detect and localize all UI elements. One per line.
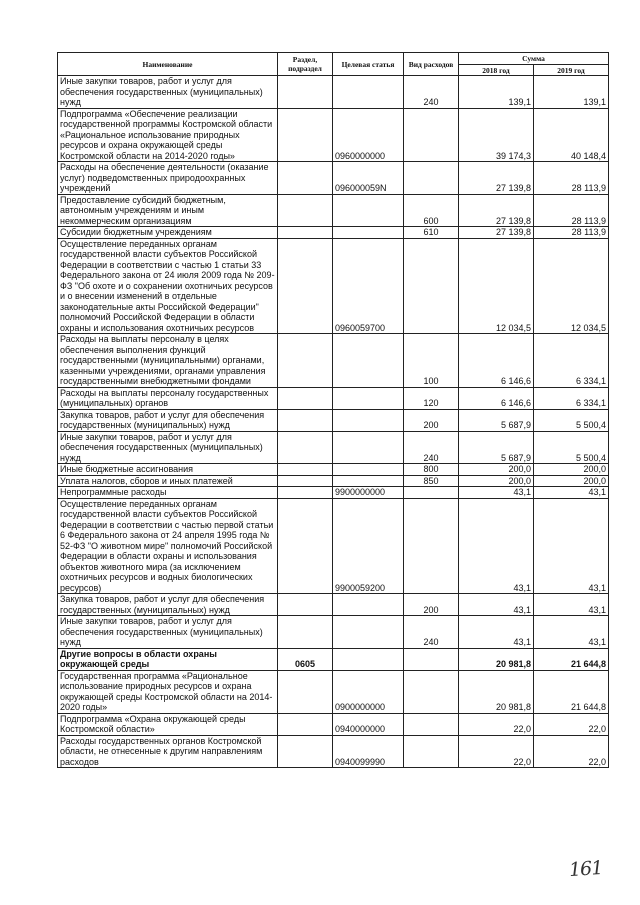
row-section xyxy=(278,713,333,735)
row-section xyxy=(278,334,333,388)
row-target xyxy=(333,194,404,227)
row-sum-2018: 6 146,6 xyxy=(459,334,534,388)
row-section xyxy=(278,387,333,409)
row-name: Иные закупки товаров, работ и услуг для обеспечения государственных (муниципальных) нужд xyxy=(58,616,278,649)
table-row xyxy=(58,334,609,388)
table-body xyxy=(58,76,609,768)
row-name: Другие вопросы в области охраны окружающей среды xyxy=(58,648,278,670)
table-row xyxy=(58,670,609,713)
row-sum-2018: 139,1 xyxy=(459,76,534,109)
row-name: Предоставление субсидий бюджетным, автономным учреждениям и иным некоммерческим организациям xyxy=(58,194,278,227)
row-sum-2019: 22,0 xyxy=(534,735,609,768)
row-target xyxy=(333,464,404,476)
row-target xyxy=(333,431,404,464)
row-target: 0960000000 xyxy=(333,108,404,162)
row-sum-2019: 28 113,9 xyxy=(534,194,609,227)
row-sum-2019: 22,0 xyxy=(534,713,609,735)
row-type: 120 xyxy=(404,387,459,409)
row-sum-2019: 6 334,1 xyxy=(534,334,609,388)
row-name: Субсидии бюджетным учреждениям xyxy=(58,227,278,239)
row-target: 0940099990 xyxy=(333,735,404,768)
table-row xyxy=(58,409,609,431)
row-target xyxy=(333,648,404,670)
row-type xyxy=(404,162,459,195)
row-type: 100 xyxy=(404,334,459,388)
row-sum-2018: 200,0 xyxy=(459,464,534,476)
table-row xyxy=(58,616,609,649)
row-target xyxy=(333,616,404,649)
row-section xyxy=(278,735,333,768)
row-type: 240 xyxy=(404,76,459,109)
table-row xyxy=(58,498,609,594)
row-section xyxy=(278,594,333,616)
table-row xyxy=(58,162,609,195)
row-type: 200 xyxy=(404,409,459,431)
row-type xyxy=(404,487,459,499)
row-section xyxy=(278,475,333,487)
table-header xyxy=(58,53,609,76)
row-target: 0960059700 xyxy=(333,238,404,334)
row-sum-2019: 200,0 xyxy=(534,464,609,476)
row-sum-2018: 27 139,8 xyxy=(459,194,534,227)
table-row xyxy=(58,76,609,109)
row-sum-2019: 43,1 xyxy=(534,498,609,594)
page-number: 161 xyxy=(568,856,603,882)
row-section xyxy=(278,409,333,431)
row-sum-2018: 5 687,9 xyxy=(459,409,534,431)
row-sum-2018: 22,0 xyxy=(459,713,534,735)
row-sum-2018: 12 034,5 xyxy=(459,238,534,334)
row-section xyxy=(278,194,333,227)
row-section: 0605 xyxy=(278,648,333,670)
table-row xyxy=(58,648,609,670)
row-type: 850 xyxy=(404,475,459,487)
row-sum-2018: 27 139,8 xyxy=(459,227,534,239)
row-name: Иные бюджетные ассигнования xyxy=(58,464,278,476)
budget-table xyxy=(57,52,609,768)
row-name: Непрограммные расходы xyxy=(58,487,278,499)
row-target xyxy=(333,594,404,616)
row-sum-2019: 40 148,4 xyxy=(534,108,609,162)
table-row xyxy=(58,108,609,162)
table-row xyxy=(58,487,609,499)
row-name: Иные закупки товаров, работ и услуг для обеспечения государственных (муниципальных) нужд xyxy=(58,431,278,464)
row-target xyxy=(333,475,404,487)
row-name: Подпрограмма «Обеспечение реализации государственной программы Костромской области «Рациональное использование природных ресурсов и охрана окружающей среды Костромской области на 2014-2020 годы» xyxy=(58,108,278,162)
row-section xyxy=(278,498,333,594)
row-type xyxy=(404,648,459,670)
row-target xyxy=(333,334,404,388)
row-sum-2018: 5 687,9 xyxy=(459,431,534,464)
header-section: Раздел, подраздел xyxy=(278,53,333,76)
table-row xyxy=(58,194,609,227)
row-sum-2018: 39 174,3 xyxy=(459,108,534,162)
table-row xyxy=(58,464,609,476)
row-sum-2019: 139,1 xyxy=(534,76,609,109)
table-row xyxy=(58,713,609,735)
row-sum-2018: 6 146,6 xyxy=(459,387,534,409)
row-section xyxy=(278,162,333,195)
row-section xyxy=(278,76,333,109)
row-type xyxy=(404,498,459,594)
row-sum-2019: 21 644,8 xyxy=(534,670,609,713)
row-sum-2019: 6 334,1 xyxy=(534,387,609,409)
row-target xyxy=(333,409,404,431)
row-section xyxy=(278,616,333,649)
row-sum-2018: 20 981,8 xyxy=(459,648,534,670)
row-target xyxy=(333,227,404,239)
row-type xyxy=(404,735,459,768)
table-row xyxy=(58,431,609,464)
row-target xyxy=(333,76,404,109)
row-name: Уплата налогов, сборов и иных платежей xyxy=(58,475,278,487)
row-name: Закупка товаров, работ и услуг для обеспечения государственных (муниципальных) нужд xyxy=(58,409,278,431)
row-type: 610 xyxy=(404,227,459,239)
row-name: Расходы на выплаты персоналу в целях обеспечения выполнения функций государственными (муниципальными) органами, казенными учреждениями, органами управления государственными внебюджетными фондами xyxy=(58,334,278,388)
row-sum-2019: 5 500,4 xyxy=(534,409,609,431)
row-sum-2019: 43,1 xyxy=(534,616,609,649)
row-section xyxy=(278,670,333,713)
row-type: 600 xyxy=(404,194,459,227)
row-sum-2018: 22,0 xyxy=(459,735,534,768)
row-name: Расходы государственных органов Костромской области, не отнесенные к другим направлениям расходов xyxy=(58,735,278,768)
row-name: Осуществление переданных органам государственной власти субъектов Российской Федерации в соответствии с частью 1 статьи 33 Федерального закона от 24 июля 2009 года № 209-ФЗ "Об охоте и о сохранении охотничьих ресурсов и о внесении изменений в отдельные законодательные акты Российской Федерации" полномочий Российской Федерации в области охраны и использования охотничьих ресурсов xyxy=(58,238,278,334)
row-sum-2018: 43,1 xyxy=(459,498,534,594)
row-sum-2019: 43,1 xyxy=(534,594,609,616)
row-sum-2018: 200,0 xyxy=(459,475,534,487)
row-name: Расходы на выплаты персоналу государственных (муниципальных) органов xyxy=(58,387,278,409)
row-sum-2019: 12 034,5 xyxy=(534,238,609,334)
table-row xyxy=(58,238,609,334)
row-section xyxy=(278,431,333,464)
row-type xyxy=(404,108,459,162)
row-target: 9900000000 xyxy=(333,487,404,499)
row-target: 0940000000 xyxy=(333,713,404,735)
row-sum-2018: 43,1 xyxy=(459,594,534,616)
header-name: Наименование xyxy=(58,53,278,76)
row-sum-2019: 28 113,9 xyxy=(534,227,609,239)
row-name: Расходы на обеспечение деятельности (оказание услуг) подведомственных природоохранных учреждений xyxy=(58,162,278,195)
row-target xyxy=(333,387,404,409)
row-type xyxy=(404,713,459,735)
table-row xyxy=(58,594,609,616)
row-name: Осуществление переданных органам государственной власти субъектов Российской Федерации в соответствии с частью первой статьи 6 Федерального закона от 24 апреля 1995 года № 52-ФЗ "О животном мире" полномочий Российской Федерации в области охраны и использования объектов животного мира (за исключением охотничьих ресурсов и водных биологических ресурсов) xyxy=(58,498,278,594)
row-section xyxy=(278,464,333,476)
row-sum-2019: 28 113,9 xyxy=(534,162,609,195)
row-sum-2018: 43,1 xyxy=(459,487,534,499)
row-type: 800 xyxy=(404,464,459,476)
row-sum-2018: 43,1 xyxy=(459,616,534,649)
row-type: 240 xyxy=(404,431,459,464)
table-row xyxy=(58,475,609,487)
row-sum-2018: 20 981,8 xyxy=(459,670,534,713)
row-target: 096000059N xyxy=(333,162,404,195)
header-type: Вид расходов xyxy=(404,53,459,76)
table-row xyxy=(58,735,609,768)
row-section xyxy=(278,227,333,239)
row-sum-2019: 43,1 xyxy=(534,487,609,499)
row-name: Закупка товаров, работ и услуг для обеспечения государственных (муниципальных) нужд xyxy=(58,594,278,616)
row-section xyxy=(278,238,333,334)
row-target: 9900059200 xyxy=(333,498,404,594)
row-type: 240 xyxy=(404,616,459,649)
row-sum-2019: 200,0 xyxy=(534,475,609,487)
header-year-2018: 2018 год xyxy=(459,65,534,76)
row-target: 0900000000 xyxy=(333,670,404,713)
row-section xyxy=(278,108,333,162)
row-name: Подпрограмма «Охрана окружающей среды Костромской области» xyxy=(58,713,278,735)
table-row xyxy=(58,227,609,239)
row-sum-2019: 21 644,8 xyxy=(534,648,609,670)
row-section xyxy=(278,487,333,499)
row-name: Государственная программа «Рациональное использование природных ресурсов и охрана окружающей среды Костромской области на 2014-2020 годы» xyxy=(58,670,278,713)
row-type xyxy=(404,670,459,713)
table-row xyxy=(58,387,609,409)
row-sum-2019: 5 500,4 xyxy=(534,431,609,464)
row-sum-2018: 27 139,8 xyxy=(459,162,534,195)
header-sum: Сумма xyxy=(459,53,609,65)
row-name: Иные закупки товаров, работ и услуг для обеспечения государственных (муниципальных) нужд xyxy=(58,76,278,109)
header-year-2019: 2019 год xyxy=(534,65,609,76)
row-type: 200 xyxy=(404,594,459,616)
header-target: Целевая статья xyxy=(333,53,404,76)
row-type xyxy=(404,238,459,334)
